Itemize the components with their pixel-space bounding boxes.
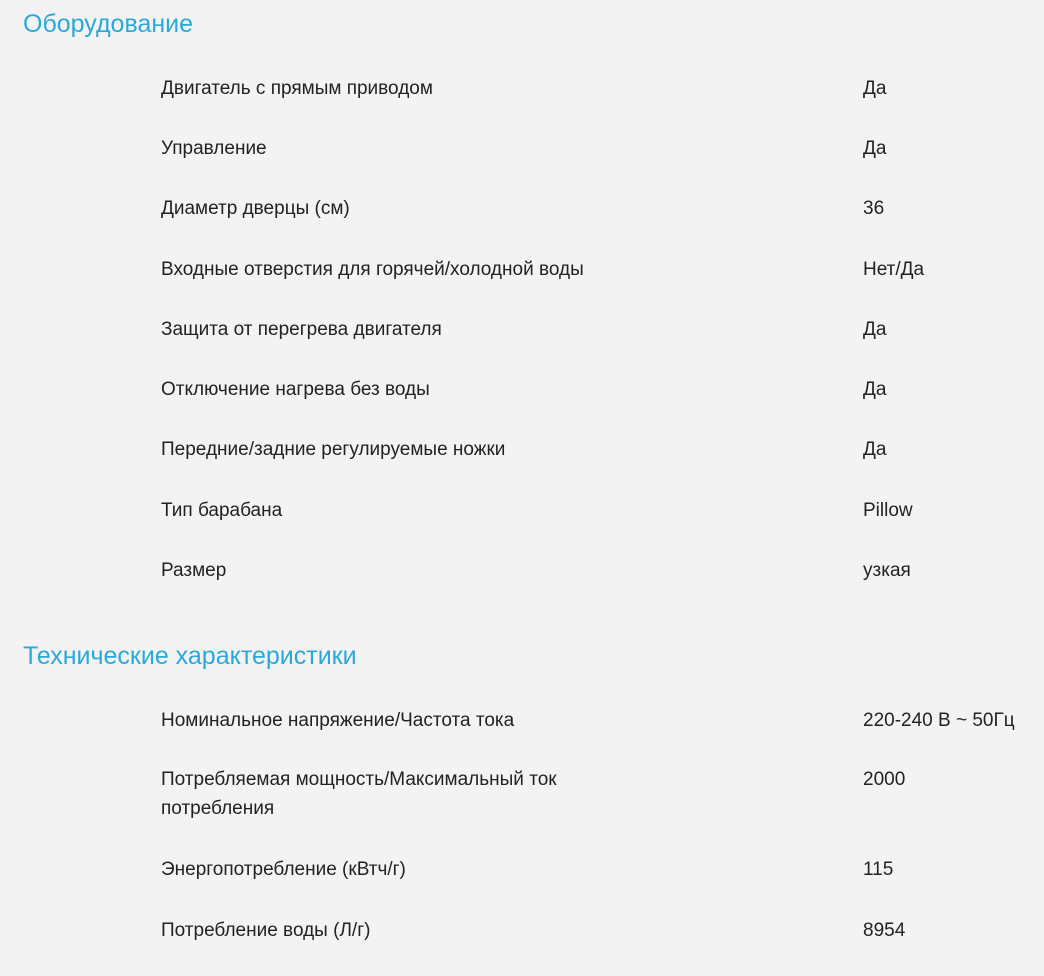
- spec-value: 36: [863, 198, 885, 219]
- spec-row: [0, 706, 1044, 766]
- spec-label: Защита от перегрева двигателя: [161, 319, 442, 340]
- spec-row: [0, 556, 1044, 616]
- spec-label: Двигатель с прямым приводом: [161, 78, 433, 99]
- spec-row: [0, 496, 1044, 556]
- spec-value: 8954: [863, 920, 906, 941]
- spec-value: Да: [863, 319, 887, 340]
- spec-row: [0, 375, 1044, 435]
- spec-value: 2000: [863, 769, 906, 790]
- spec-label: Энергопотребление (кВтч/г): [161, 859, 406, 880]
- spec-row: [0, 435, 1044, 495]
- spec-row: [0, 765, 1044, 855]
- spec-value: 220-240 В ~ 50Гц: [863, 710, 1015, 731]
- spec-label: Потребление воды (Л/г): [161, 920, 371, 941]
- spec-value: Да: [863, 78, 887, 99]
- spec-label: Передние/задние регулируемые ножки: [161, 439, 506, 460]
- spec-row: [0, 916, 1044, 976]
- section-title-technical: Технические характеристики: [23, 642, 357, 670]
- spec-label: Отключение нагрева без воды: [161, 379, 430, 400]
- spec-value: 115: [863, 859, 894, 880]
- spec-row: [0, 855, 1044, 915]
- spec-label: Входные отверстия для горячей/холодной воды: [161, 259, 584, 280]
- spec-row: [0, 194, 1044, 254]
- spec-label: Номинальное напряжение/Частота тока: [161, 710, 515, 731]
- spec-row: [0, 255, 1044, 315]
- spec-label: Управление: [161, 138, 267, 159]
- spec-label: Потребляемая мощность/Максимальный ток потребления: [161, 769, 557, 819]
- section-title-equipment: Оборудование: [23, 10, 194, 38]
- spec-value: узкая: [863, 560, 911, 581]
- spec-value: Да: [863, 439, 887, 460]
- spec-row: [0, 134, 1044, 194]
- spec-label: Тип барабана: [161, 500, 283, 521]
- spec-row: [0, 74, 1044, 134]
- spec-value: Да: [863, 379, 887, 400]
- spec-row: [0, 315, 1044, 375]
- spec-value: Pillow: [863, 500, 913, 521]
- spec-label: Диаметр дверцы (см): [161, 198, 350, 219]
- spec-value: Нет/Да: [863, 259, 925, 280]
- spec-value: Да: [863, 138, 887, 159]
- spec-label: Размер: [161, 560, 227, 581]
